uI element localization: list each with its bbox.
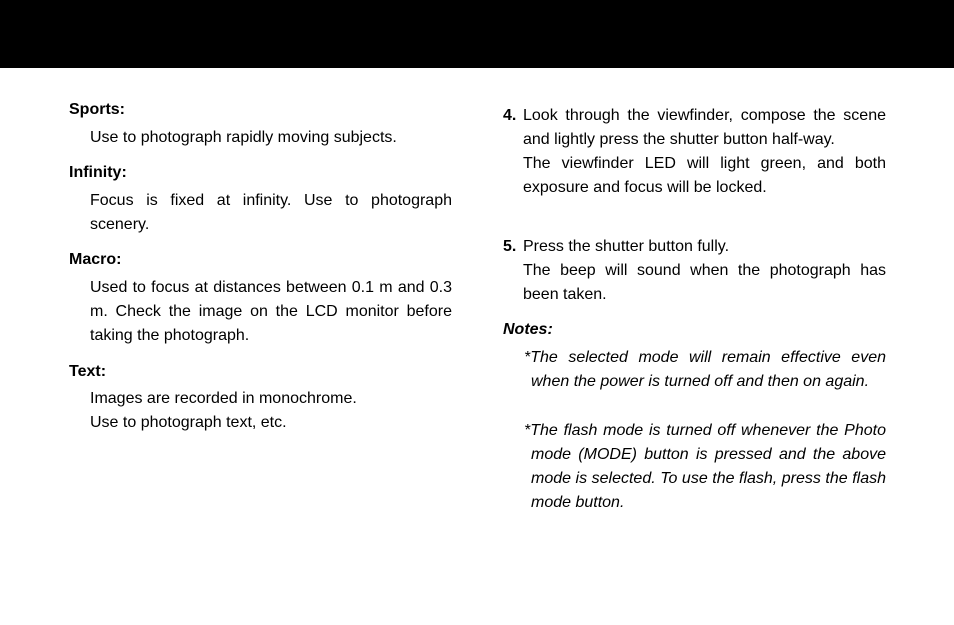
mode-heading-text: Text: (69, 363, 107, 380)
step-detail: The beep will sound when the photograph has been taken. (523, 262, 886, 303)
mode-description-line: Used to focus at distances between 0.1 m and 0.3 m. Check the image on the LCD monitor before taking the photograph. (90, 279, 452, 344)
mode-description-text (90, 387, 452, 435)
mode-heading-macro: Macro: (69, 251, 122, 268)
step-body-4 (523, 104, 886, 200)
notes-title: Notes: (503, 321, 553, 338)
note-item: *The selected mode will remain effective even when the power is turned off and then on again. (524, 349, 886, 390)
mode-description-macro (90, 276, 452, 348)
mode-description-sports (90, 126, 452, 150)
step-body-5 (523, 235, 886, 307)
mode-description-line: Images are recorded in monochrome. (90, 390, 357, 407)
note-item: *The flash mode is turned off whenever the Photo mode (MODE) button is pressed and the above mode is selected. To use the flash, press the flash mode button. (524, 422, 886, 511)
top-black-bar (0, 0, 954, 68)
step-detail: The viewfinder LED will light green, and both exposure and focus will be locked. (523, 155, 886, 196)
step-instruction: Press the shutter button fully. (523, 238, 730, 255)
mode-description-infinity (90, 189, 452, 237)
step-number-4: 4. (503, 107, 517, 124)
mode-description-line: Use to photograph rapidly moving subjects. (90, 129, 397, 146)
mode-description-line: Use to photograph text, etc. (90, 414, 287, 431)
step-instruction: Look through the viewfinder, compose the scene and lightly press the shutter button half-way. (523, 107, 886, 148)
step-number-5: 5. (503, 238, 517, 255)
mode-description-line: Focus is fixed at infinity. Use to photograph scenery. (90, 192, 452, 233)
mode-heading-infinity: Infinity: (69, 164, 127, 181)
mode-heading-sports: Sports: (69, 101, 125, 118)
